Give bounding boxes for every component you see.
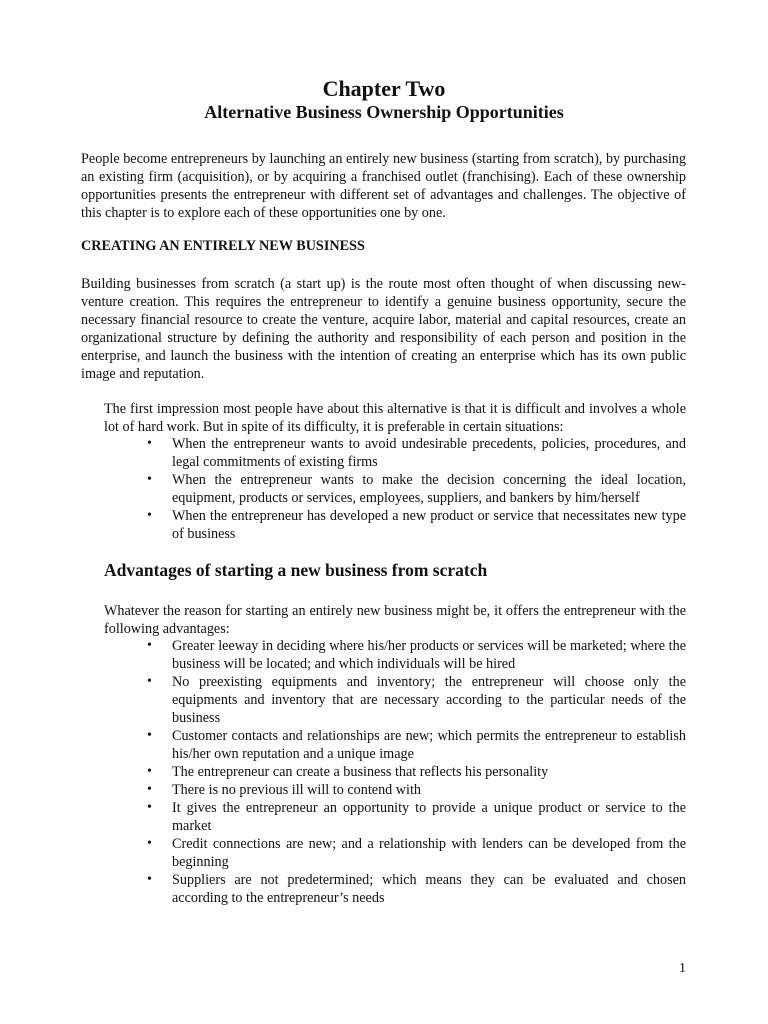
advantages-list: [172, 637, 686, 907]
list-item: • No preexisting equipments and inventory; the entrepreneur will choose only the equipments and inventory that are necessary according to the particular needs of the business: [172, 673, 686, 727]
list-item: • The entrepreneur can create a business that reflects his personality: [172, 763, 686, 781]
chapter-title: Chapter Two: [322, 76, 446, 101]
list-item: • There is no previous ill will to contend with: [172, 781, 686, 799]
list-item: • Suppliers are not predetermined; which means they can be evaluated and chosen according to the entrepreneur’s needs: [172, 871, 686, 907]
page-number: 1: [679, 961, 686, 976]
list-item: • When the entrepreneur has developed a new product or service that necessitates new type of business: [172, 507, 686, 543]
impression-paragraph: The first impression most people have about this alternative is that it is difficult and involves a whole lot of hard work. But in spite of its difficulty, it is preferable in certain situations:: [104, 401, 686, 435]
section1-paragraph: Building businesses from scratch (a start up) is the route most often thought of when discussing new-venture creation. This requires the entrepreneur to identify a genuine business opportunity, secure the necessary financial resource to create the venture, acquire labor, material and capital resources, create an organizational structure by defining the authority and responsibility of each person and position in the enterprise, and launch the business with the intention of creating an enterprise which has its own public image and reputation.: [81, 276, 686, 382]
list-item: • Credit connections are new; and a relationship with lenders can be developed from the beginning: [172, 835, 686, 871]
advantages-intro-paragraph: Whatever the reason for starting an entirely new business might be, it offers the entrepreneur with the following advantages:: [104, 603, 686, 637]
intro-paragraph: People become entrepreneurs by launching an entirely new business (starting from scratch), by purchasing an existing firm (acquisition), or by acquiring a franchised outlet (franchising). Each of these ownership opportunities presents the entrepreneur with different set of advantages and challenges. The objective of this chapter is to explore each of these opportunities one by one.: [81, 151, 686, 221]
list-item: • It gives the entrepreneur an opportunity to provide a unique product or service to the market: [172, 799, 686, 835]
list-item: • Customer contacts and relationships are new; which permits the entrepreneur to establish his/her own reputation and a unique image: [172, 727, 686, 763]
chapter-subtitle: Alternative Business Ownership Opportunities: [204, 102, 564, 122]
list-item: • Greater leeway in deciding where his/her products or services will be marketed; where the business will be located; and which individuals will be hired: [172, 637, 686, 673]
section-heading-new-business: CREATING AN ENTIRELY NEW BUSINESS: [81, 238, 365, 254]
section-heading-advantages: Advantages of starting a new business from scratch: [104, 560, 488, 580]
list-item: • When the entrepreneur wants to make the decision concerning the ideal location, equipment, products or services, employees, suppliers, and bankers by him/herself: [172, 471, 686, 507]
list-item: • When the entrepreneur wants to avoid undesirable precedents, policies, procedures, and legal commitments of existing firms: [172, 435, 686, 471]
situations-list: [172, 435, 686, 543]
